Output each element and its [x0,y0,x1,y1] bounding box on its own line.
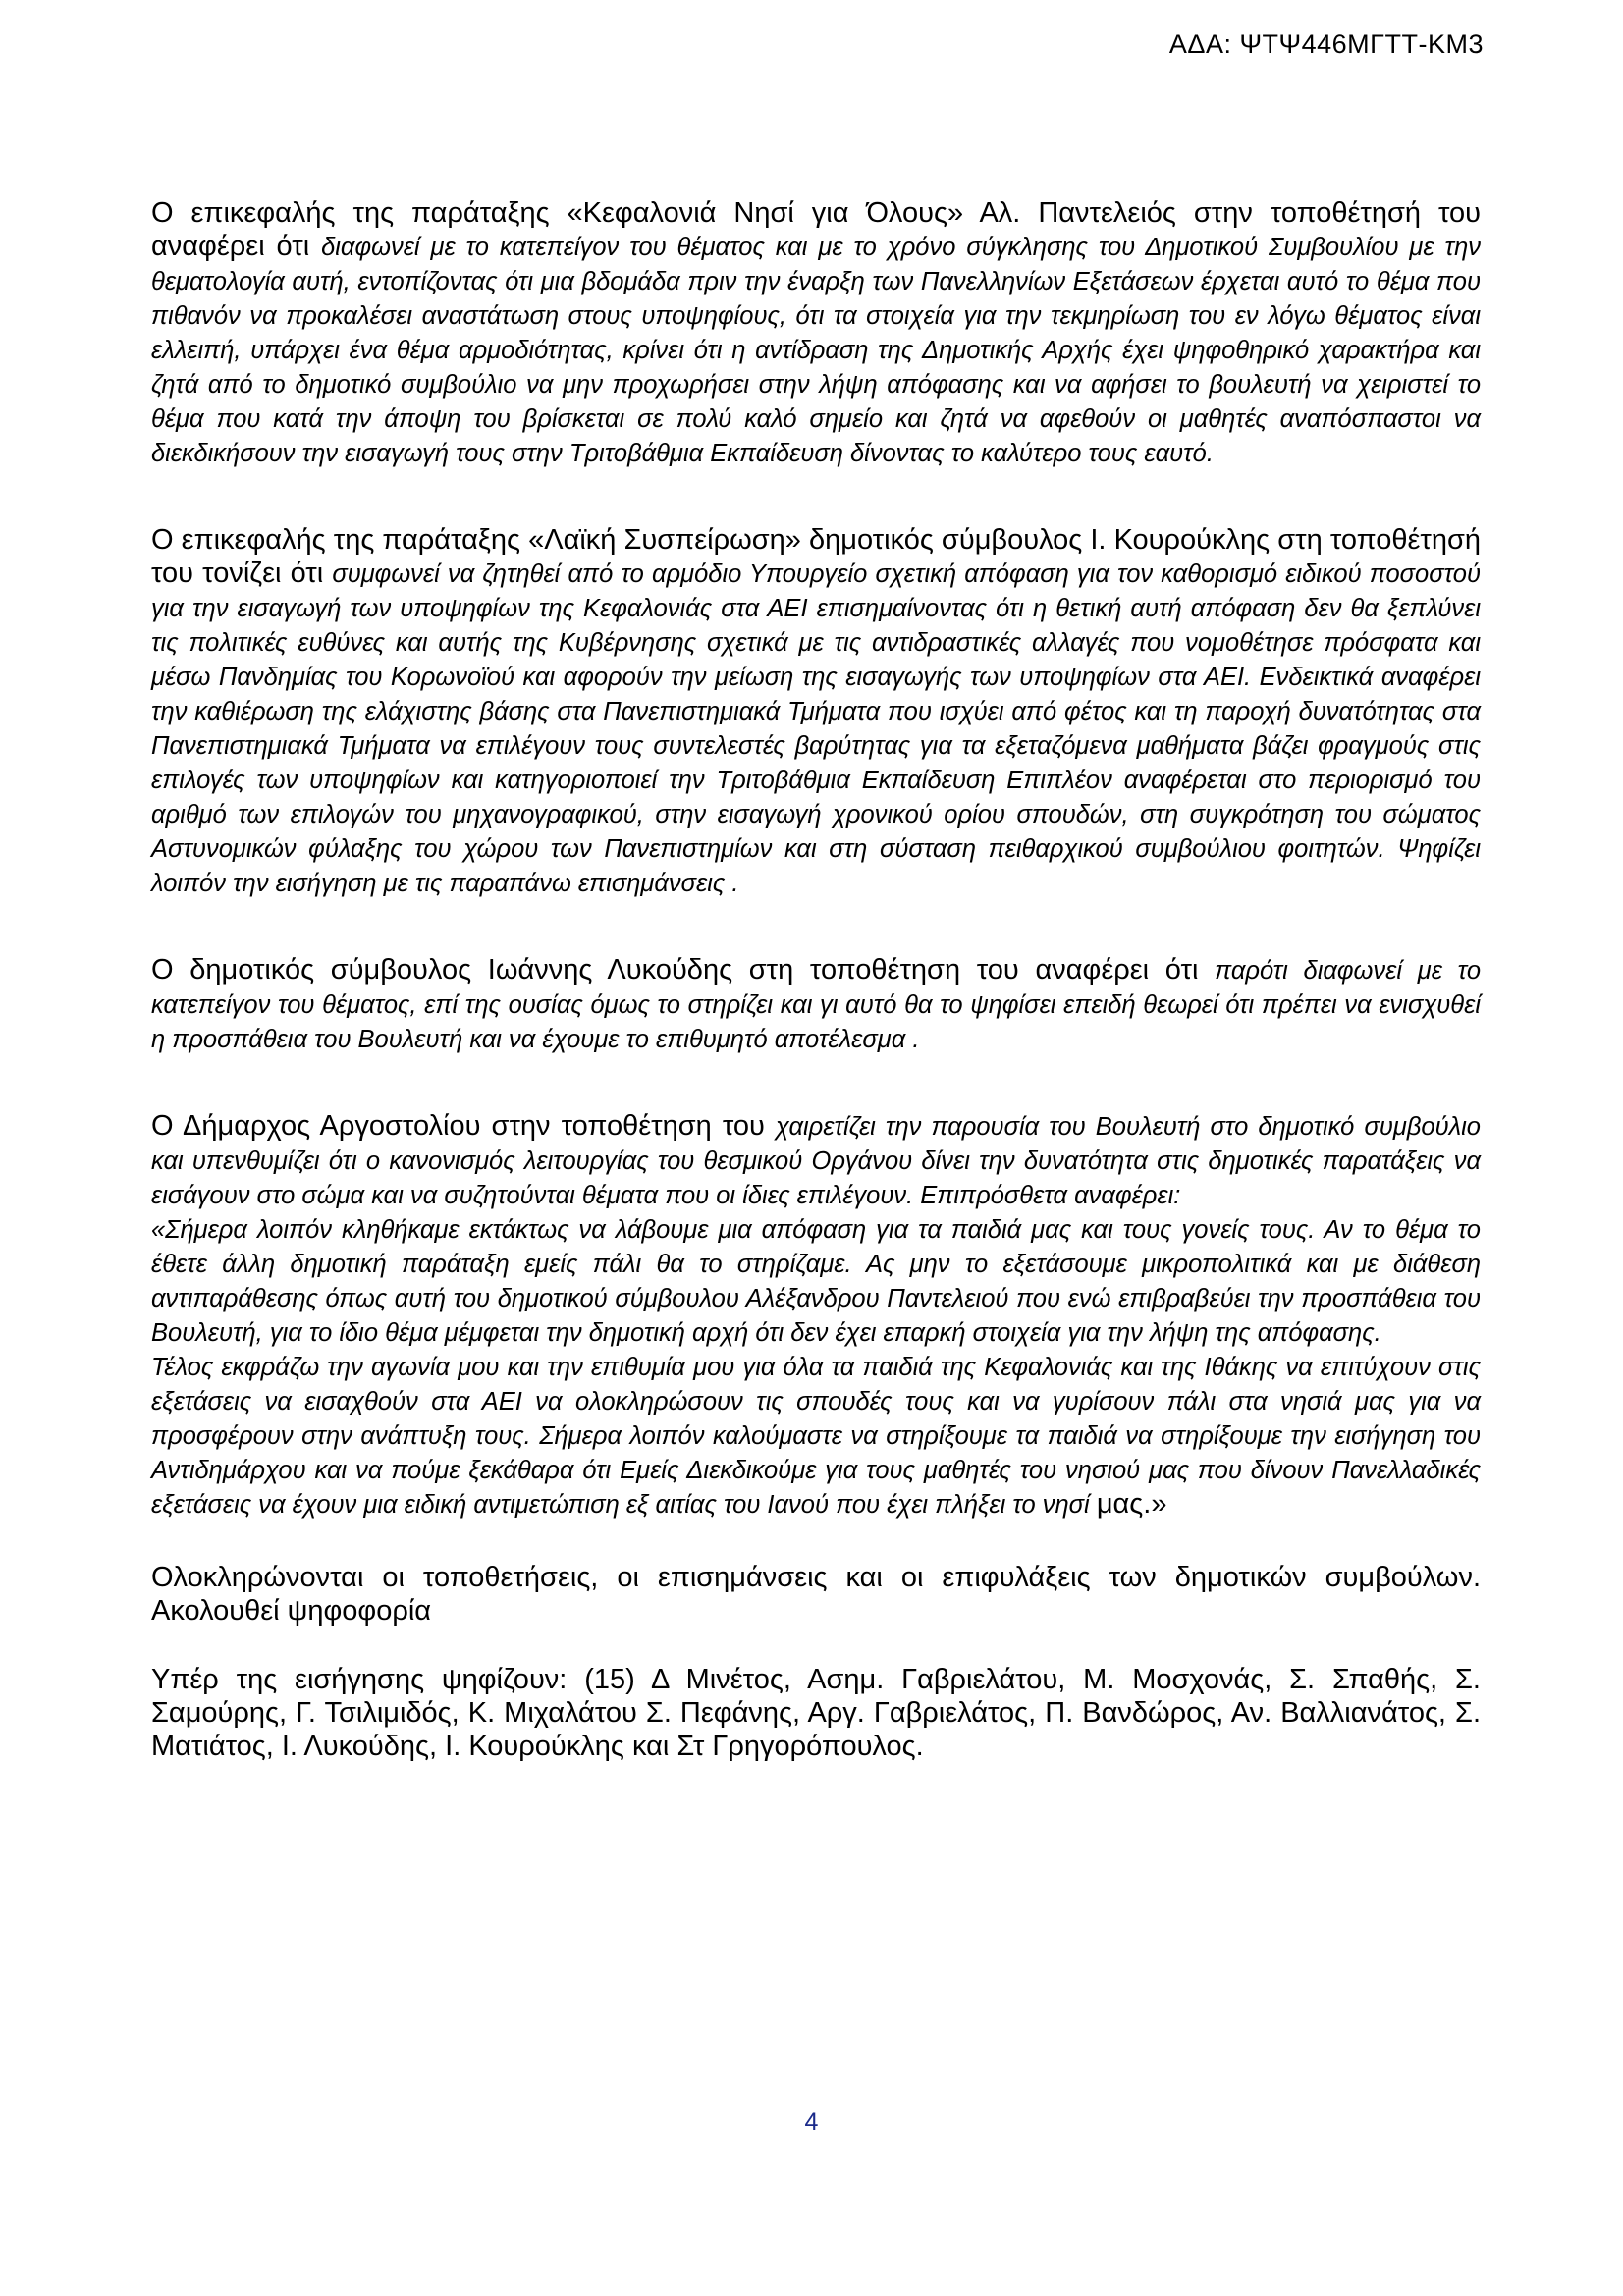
paragraph-statement: συμφωνεί να ζητηθεί από το αρμόδιο Υπουργείο σχετική απόφαση για τον καθορισμό ειδικού ποσοστού για την εισαγωγή των υποψηφίων της Κεφαλονιάς στα ΑΕΙ επισημαίνοντας ότι η θετική αυτή απόφαση δεν θα ξεπλύνει τις πολιτικές ευθύνες και αυτής της Κυβέρνησης σχετικά με τις αντιδραστικές αλλαγές που νομοθέτησε πρόσφατα και μέσω Πανδημίας του Κορωνοϊού και αφορούν την μείωση της εισαγωγής των υποψηφίων στα ΑΕΙ. Ενδεικτικά αναφέρει την καθιέρωση της ελάχιστης βάσης στα Πανεπιστημιακά Τμήματα που ισχύει από φέτος και τη παροχή δυνατότητας στα Πανεπιστημιακά Τμήματα να επιλέγουν τους συντελεστές βαρύτητας για τα εξεταζόμενα μαθήματα βάζει φραγμούς στις επιλογές των υποψηφίων και κατηγοριοποιεί την Τριτοβάθμια Εκπαίδευση Επιπλέον αναφέρεται στο περιορισμό του αριθμό των επιλογών του μηχανογραφικού, στην εισαγωγή χρονικού ορίου σπουδών, στη συγκρότηση του σώματος Αστυνομικών φύλαξης του χώρου των Πανεπιστημίων και στη σύσταση πειθαρχικού συμβούλιου φοιτητών. Ψηφίζει λοιπόν την εισήγηση με τις παραπάνω επισημάνσεις . [151,561,1481,897]
paragraph-lead: Ο Δήμαρχος Αργοστολίου στην τοποθέτηση του [151,1110,776,1142]
ada-code: ΑΔΑ: ΨΤΨ446ΜΓΤΤ-ΚΜ3 [1168,29,1484,59]
paragraph-lykoudis [151,953,1481,1056]
quote-text: Τέλος εκφράζω την αγωνία μου και την επιθυμία μου για όλα τα παιδιά της Κεφαλονιάς και της Ιθάκης να επιτύχουν στις εξετάσεις να εισαχθούν στα ΑΕΙ να ολοκληρώσουν τις σπουδές τους και να γυρίσουν πάλι στα νησιά μας για να προσφέρουν στην ανάπτυξη τους. Σήμερα λοιπόν καλούμαστε να στηρίξουμε τα παιδιά να στηρίξουμε την εισήγηση του Αντιδημάρχου και να πούμε ξεκάθαρα ότι Εμείς Διεκδικούμε για τους μαθητές του νησιού μας που δίνουν Πανελλαδικές εξετάσεις να έχουν μια ειδική αντιμετώπιση εξ αιτίας του Ιανού που έχει πλήξει το νησί [151,1354,1481,1519]
page-number: 4 [804,2109,819,2136]
paragraph-statement: διαφωνεί με το κατεπείγον του θέματος και με το χρόνο σύγκλησης του Δημοτικού Συμβουλίου με την θεματολογία αυτή, εντοπίζοντας ότι μια βδομάδα πριν την έναρξη των Πανελληνίων Εξετάσεων έρχεται αυτό το θέμα που πιθανόν να προκαλέσει αναστάτωση στους υποψηφίους, ότι τα στοιχεία για την τεκμηρίωση του εν λόγω θέματος είναι ελλειπή, υπάρχει ένα θέμα αρμοδιότητας, κρίνει ότι η αντίδραση της Δημοτικής Αρχής έχει ψηφοθηρικό χαρακτήρα και ζητά από το δημοτικό συμβούλιο να μην προχωρήσει στην λήψη απόφασης και να αφήσει το βουλευτή να χειριστεί το θέμα που κατά την άποψη του βρίσκεται σε πολύ καλό σημείο και ζητά να αφεθούν οι μαθητές αναπόσπαστοι να διεκδικήσουν την εισαγωγή τους στην Τριτοβάθμια Εκπαίδευση δίνοντας το καλύτερο τους εαυτό. [151,234,1481,467]
paragraph-statement: παρότι διαφωνεί με το κατεπείγον του θέματος, επί της ουσίας όμως το στηρίζει και γι αυτό θα το ψηφίσει επειδή θεωρεί ότι πρέπει να ενισχυθεί η προσπάθεια του Βουλευτή και να έχουμε το επιθυμητό αποτέλεσμα . [151,957,1482,1053]
closing-paragraph: Ολοκληρώνονται οι τοποθετήσεις, οι επισημάνσεις και οι επιφυλάξεις των δημοτικών συμβούλων. Ακολουθεί ψηφοφορία [151,1562,1481,1627]
paragraph-mayor [151,1109,1481,1212]
quote-end: μας.» [1096,1488,1167,1520]
paragraph-lead: Ο δημοτικός σύμβουλος Ιωάννης Λυκούδης στη τοποθέτηση του αναφέρει ότι [151,954,1216,986]
document-body [151,196,1481,1763]
paragraph-statement: χαιρετίζει την παρουσία του Βουλευτή στο δημοτικό συμβούλιο και υπενθυμίζει ότι ο κανονισμός λειτουργίας του θεσμικού Οργάνου δίνει την δυνατότητα στις δημοτικές παρατάξεις να εισάγουν στο σώμα και να συζητούνται θέματα που οι ίδιες επιλέγουν. Επιπρόσθετα αναφέρει: [151,1113,1481,1209]
mayor-quote-part-2 [151,1350,1481,1522]
mayor-quote-part-1 [151,1212,1481,1350]
paragraph-lead: Ο επικεφαλής της παράταξης «Λαϊκή Συσπείρωση» δημοτικός σύμβουλος Ι. Κουρούκλης στη τοποθέτησή του τονίζει ότι [151,524,1481,589]
vote-paragraph: Υπέρ της εισήγησης ψηφίζουν: (15) Δ Μινέτος, Ασημ. Γαβριελάτου, Μ. Μοσχονάς, Σ. Σπαθής, Σ. Σαμούρης, Γ. Τσιλιμιδός, Κ. Μιχαλάτου Σ. Πεφάνης, Αργ. Γαβριελάτος, Π. Βανδώρος, Αν. Βαλλιανάτος, Σ. Ματιάτος, Ι. Λυκούδης, Ι. Κουρούκλης και Στ Γρηγορόπουλος. [151,1664,1481,1762]
paragraph-kourouklis [151,523,1481,900]
quote-text: «Σήμερα λοιπόν κληθήκαμε εκτάκτως να λάβουμε μια απόφαση για τα παιδιά μας και τους γονείς τους. Αν το θέμα το έθετε άλλη δημοτική παράταξη εμείς πάλι θα το στηρίζαμε. Ας μην το εξετάσουμε μικροπολιτικά και με διάθεση αντιπαράθεσης όπως αυτή του δημοτικού σύμβουλου Αλέξανδρου Παντελειού που ενώ επιβραβεύει την προσπάθεια του Βουλευτή, για το ίδιο θέμα μέμφεται την δημοτική αρχή ότι δεν έχει επαρκή στοιχεία για την λήψη της απόφασης. [151,1216,1481,1347]
paragraph-lead: Ο επικεφαλής της παράταξης «Κεφαλονιά Νησί για Όλους» Αλ. Παντελειός στην τοποθέτησή του αναφέρει ότι [151,197,1481,262]
paragraph-pantelios [151,196,1481,470]
